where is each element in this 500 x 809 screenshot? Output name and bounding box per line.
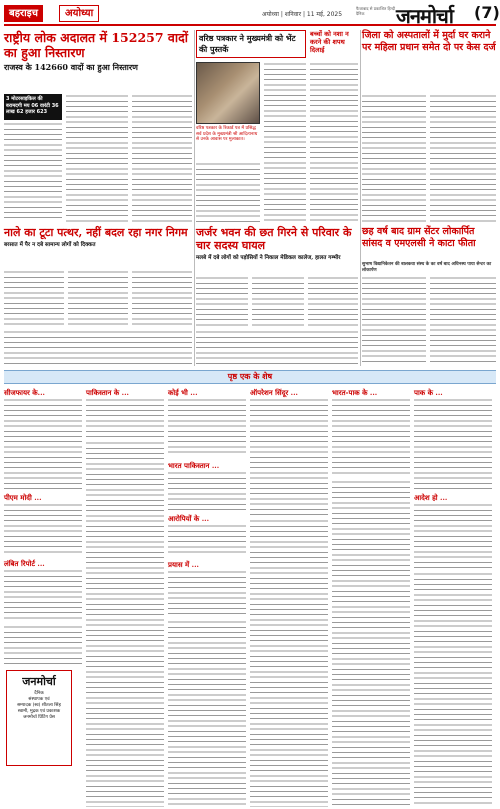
imprint-line: जनमोर्चा प्रिंटिंग प्रेस <box>23 715 55 720</box>
continuation-body <box>168 620 246 808</box>
continuation-body <box>168 471 246 510</box>
jarjar-continuation <box>196 330 358 366</box>
highlight-box: 3 मोटरसाइकिल की बरामदगी मय 06 वारंटी 36 लाख 62 हजार 623 <box>4 94 62 120</box>
city-tab[interactable]: अयोध्या <box>59 5 99 22</box>
patrakar-photo <box>196 62 260 124</box>
nala-subhead: बरसात में पैर न दबे सामान्य लोगों को दिक्कत <box>4 242 96 248</box>
continuation-title[interactable]: भारत पाकिस्तान ... <box>168 460 220 470</box>
zila-headline[interactable]: जिला को अस्पतालों में मुर्दा घर कराने पर महिला प्रधान समेत दो पर केस दर्ज <box>362 30 496 53</box>
chhah-body-2 <box>430 276 496 366</box>
jarjar-headline-block <box>196 226 358 274</box>
bachchon-headline[interactable]: बच्चों को नशा न करने की शपथ दिलाई <box>310 30 349 54</box>
chhah-subhead: सुभाष विद्यानिकेतन की बालकवा संस्थ के का वर्ष बाद अधिनस्थ पाया सेन्टर का लोकार्पण <box>362 262 492 273</box>
lok-adalat-continuation <box>4 330 192 366</box>
continuation-title[interactable]: आरोपियों के ... <box>168 513 210 523</box>
bachchon-headline-block <box>310 30 358 60</box>
newspaper-page <box>4 2 500 807</box>
continuation-body <box>332 398 410 476</box>
imprint-box <box>6 670 72 766</box>
continuation-body <box>250 398 328 515</box>
continuation-title[interactable]: पीएम मोदी ... <box>4 493 42 502</box>
nala-body-1 <box>4 270 64 326</box>
chhah-headline[interactable]: छह वर्ष बाद ग्राम सेंटर लोकार्पित सांसद व एमएलसी ने काटा फीता <box>362 226 476 249</box>
continuation-body <box>4 503 82 555</box>
jarjar-body-1 <box>196 276 248 326</box>
imprint-line: संस्थापक एवं <box>28 697 50 702</box>
jarjar-body-3 <box>308 276 358 326</box>
continuation-body <box>4 569 82 621</box>
page-header <box>4 2 500 28</box>
date-line: अयोध्या | शनिवार | 11 मई, 2025 <box>262 11 343 18</box>
lok-adalat-body-3 <box>132 94 192 222</box>
continuation-title[interactable]: कोई भी ... <box>168 388 198 397</box>
continuation-body <box>250 519 328 807</box>
continuation-body <box>4 625 82 666</box>
continuation-title[interactable]: भारत-पाक के ... <box>332 388 378 397</box>
logo-subtitle: फैजाबाद से प्रकाशित हिन्दी दैनिक <box>356 6 396 16</box>
continuation-body <box>414 503 492 568</box>
chhah-body-1 <box>362 276 426 366</box>
imprint-line: सम्पादक (स्व) शीतला सिंह <box>17 703 61 708</box>
continuation-body <box>4 398 82 489</box>
lok-adalat-body-2 <box>66 94 128 222</box>
chhah-headline-block <box>362 226 496 262</box>
continuation-band: पृष्ठ एक के शेष <box>4 370 496 384</box>
zila-body-2 <box>430 94 496 222</box>
continuation-body <box>332 480 410 807</box>
patrakar-headline-box <box>196 30 306 58</box>
continuation-body <box>86 441 164 807</box>
continuation-body <box>414 572 492 807</box>
zila-body-1 <box>362 94 426 222</box>
section-tab[interactable]: बहराइच <box>4 5 43 22</box>
lok-adalat-subhead: राजस्व के 142660 वादों का हुआ निस्तारण <box>4 62 138 72</box>
imprint-line: दैनिक <box>34 691 44 696</box>
continuation-title[interactable]: सीजफायर के... <box>4 388 45 397</box>
continuation-title[interactable]: प्रयास में ... <box>168 560 199 569</box>
jarjar-subhead: मलबे में दबे लोगों को पड़ोसियों ने निकाल मेडिकल कालेज, हालत गम्भीर <box>196 255 341 261</box>
continuation-title[interactable]: लंबित रिपोर्ट ... <box>4 559 45 568</box>
nala-headline[interactable]: नाले का टूटा पत्थर, नहीं बदल रहा नगर निगम <box>4 226 188 239</box>
jarjar-body-2 <box>252 276 304 326</box>
newspaper-logo: जनमोर्चा <box>396 4 453 28</box>
patrakar-caption: वरिष्ठ पत्रकार के रिकार्ड पत्र में प्रसिद्ध सर्व प्रदेश के मुख्यमंत्री श्री आदित्यनाथ से उनके आवास पर मुलाकात। <box>196 126 258 143</box>
lok-adalat-headline[interactable]: राष्ट्रीय लोक अदालत में 152257 वादों का हुआ निस्तारण <box>4 30 188 60</box>
continuation-title[interactable]: पाक के ... <box>414 388 443 397</box>
patrakar-headline[interactable]: वरिष्ठ पत्रकार ने मुख्यमंत्री को भेंट की पुस्तकें <box>199 33 296 54</box>
patrakar-body-1 <box>196 162 260 222</box>
continuation-title[interactable]: ऑपरेशन सिंदूर ... <box>250 388 298 397</box>
nala-headline-block <box>4 226 192 268</box>
nala-body-2 <box>68 270 128 326</box>
continuation-title[interactable]: आदेश हो ... <box>414 493 448 502</box>
bachchon-body <box>310 62 358 222</box>
continuation-body <box>168 524 246 557</box>
continuation-body <box>168 570 246 616</box>
zila-headline-block <box>362 30 496 92</box>
lok-adalat-body-1 <box>4 122 62 222</box>
imprint-logo: जनमोर्चा <box>22 675 56 688</box>
page-number: (7) <box>474 3 500 22</box>
continuation-title[interactable]: पाकिस्तान के ... <box>86 388 129 397</box>
patrakar-body-2 <box>264 62 306 222</box>
imprint-line: स्वामी, मुद्रक एवं प्रकाशक <box>17 709 61 714</box>
continuation-body <box>414 398 492 489</box>
jarjar-headline[interactable]: जर्जर भवन की छत गिरने से परिवार के चार सदस्य घायल <box>196 226 352 252</box>
continuation-body <box>86 398 164 437</box>
continuation-body <box>168 398 246 457</box>
nala-body-3 <box>132 270 192 326</box>
lok-adalat-headline-block <box>4 30 192 92</box>
